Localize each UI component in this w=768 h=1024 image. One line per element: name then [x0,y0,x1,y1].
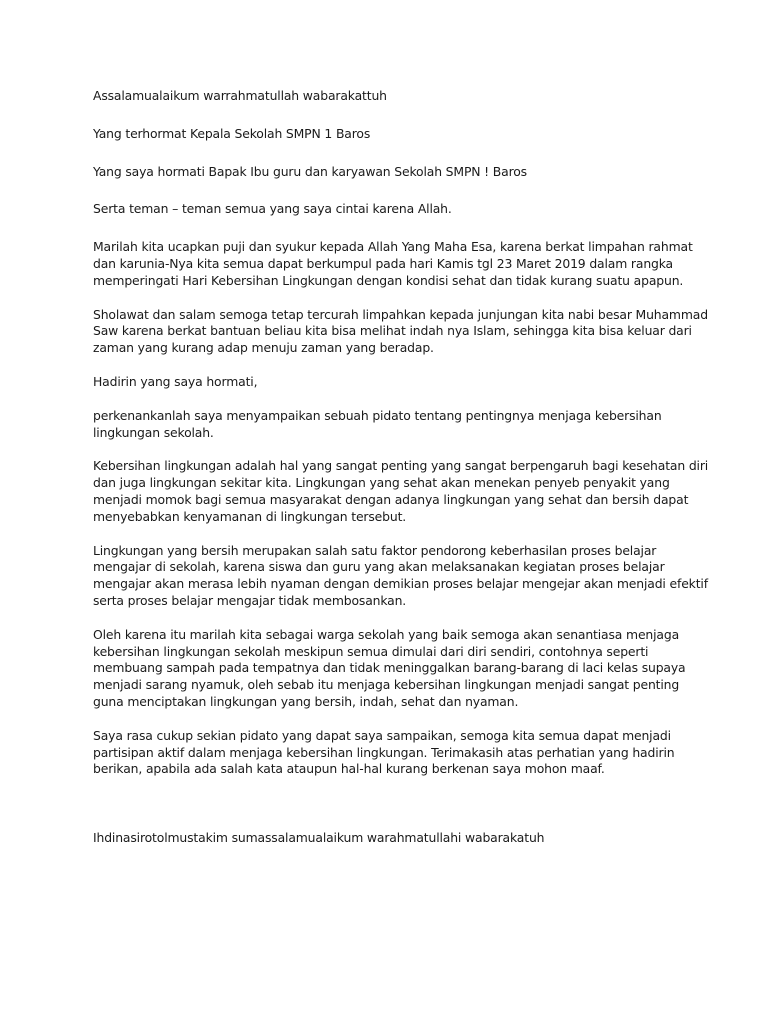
final-greeting: Ihdinasirotolmustakim sumassalamualaikum warahmatullahi wabarakatuh [93,830,545,846]
sholawat-paragraph: Sholawat dan salam semoga tetap tercurah limpahkan kepada junjungan kita nabi besar Muhammad Saw karena berkat bantuan beliau kita bisa melihat indah nya Islam, sehingga kita bisa keluar dari zaman yang kurang adap menuju zaman yang beradap. [93,306,708,356]
cleanliness-paragraph: Kebersihan lingkungan adalah hal yang sangat penting yang sangat berpengaruh bagi kesehatan diri dan juga lingkungan sekitar kita. Lingkungan yang sehat akan menekan penyeb penyakit yang menjadi momok bagi semua masyarakat dengan adanya lingkungan yang sehat dan bersih dapat menyebabkan kenyamanan di lingkungan tersebut. [93,458,709,524]
salutation-teachers: Yang saya hormati Bapak Ibu guru dan karyawan Sekolah SMPN ! Baros [93,163,527,179]
salutation-principal: Yang terhormat Kepala Sekolah SMPN 1 Baros [93,125,371,141]
blank-space [93,778,709,830]
greeting-paragraph: Assalamualaikum warrahmatullah wabarakattuh [93,88,387,103]
salutation-friends: Serta teman – teman semua yang saya cintai karena Allah. [93,201,452,217]
intro-paragraph: perkenankanlah saya menyampaikan sebuah pidato tentang pentingnya menjaga kebersihan lingkungan sekolah. [93,407,662,440]
closing-paragraph: Saya rasa cukup sekian pidato yang dapat saya sampaikan, semoga kita semua dapat menjadi partisipan aktif dalam menjaga kebersihan lingkungan. Terimakasih atas perhatian yang hadirin berikan, apabila ada salah kata ataupun hal-hal kurang berkenan saya mohon maaf. [93,727,675,777]
opening-paragraph: Marilah kita ucapkan puji dan syukur kepada Allah Yang Maha Esa, karena berkat limpahan rahmat dan karunia-Nya kita semua dapat berkumpul pada hari Kamis tgl 23 Maret 2019 dalam rangka memperingati Hari Kebersihan Lingkungan dengan kondisi sehat dan tidak kurang suatu apapun. [93,239,693,288]
audience-address: Hadirin yang saya hormati, [93,373,258,389]
learning-paragraph: Lingkungan yang bersih merupakan salah satu faktor pendorong keberhasilan proses belajar mengajar di sekolah, karena siswa dan guru yang akan melaksanakan kegiatan proses belajar mengajar akan merasa lebih nyaman dengan demikian proses belajar mengejar akan menjadi efektif serta proses belajar mengajar tidak membosankan. [93,542,708,608]
call-to-action-paragraph: Oleh karena itu marilah kita sebagai warga sekolah yang baik semoga akan senantiasa menjaga kebersihan lingkungan sekolah meskipun semua dimulai dari diri sendiri, contohnya seperti membuang sampah pada tempatnya dan tidak meninggalkan barang-barang di laci kelas supaya menjadi sarang nyamuk, oleh sebab itu menjaga kebersihan lingkungan menjadi sangat penting guna menciptakan lingkungan yang bersih, indah, sehat dan nyaman. [93,626,686,709]
document-page [93,88,709,847]
